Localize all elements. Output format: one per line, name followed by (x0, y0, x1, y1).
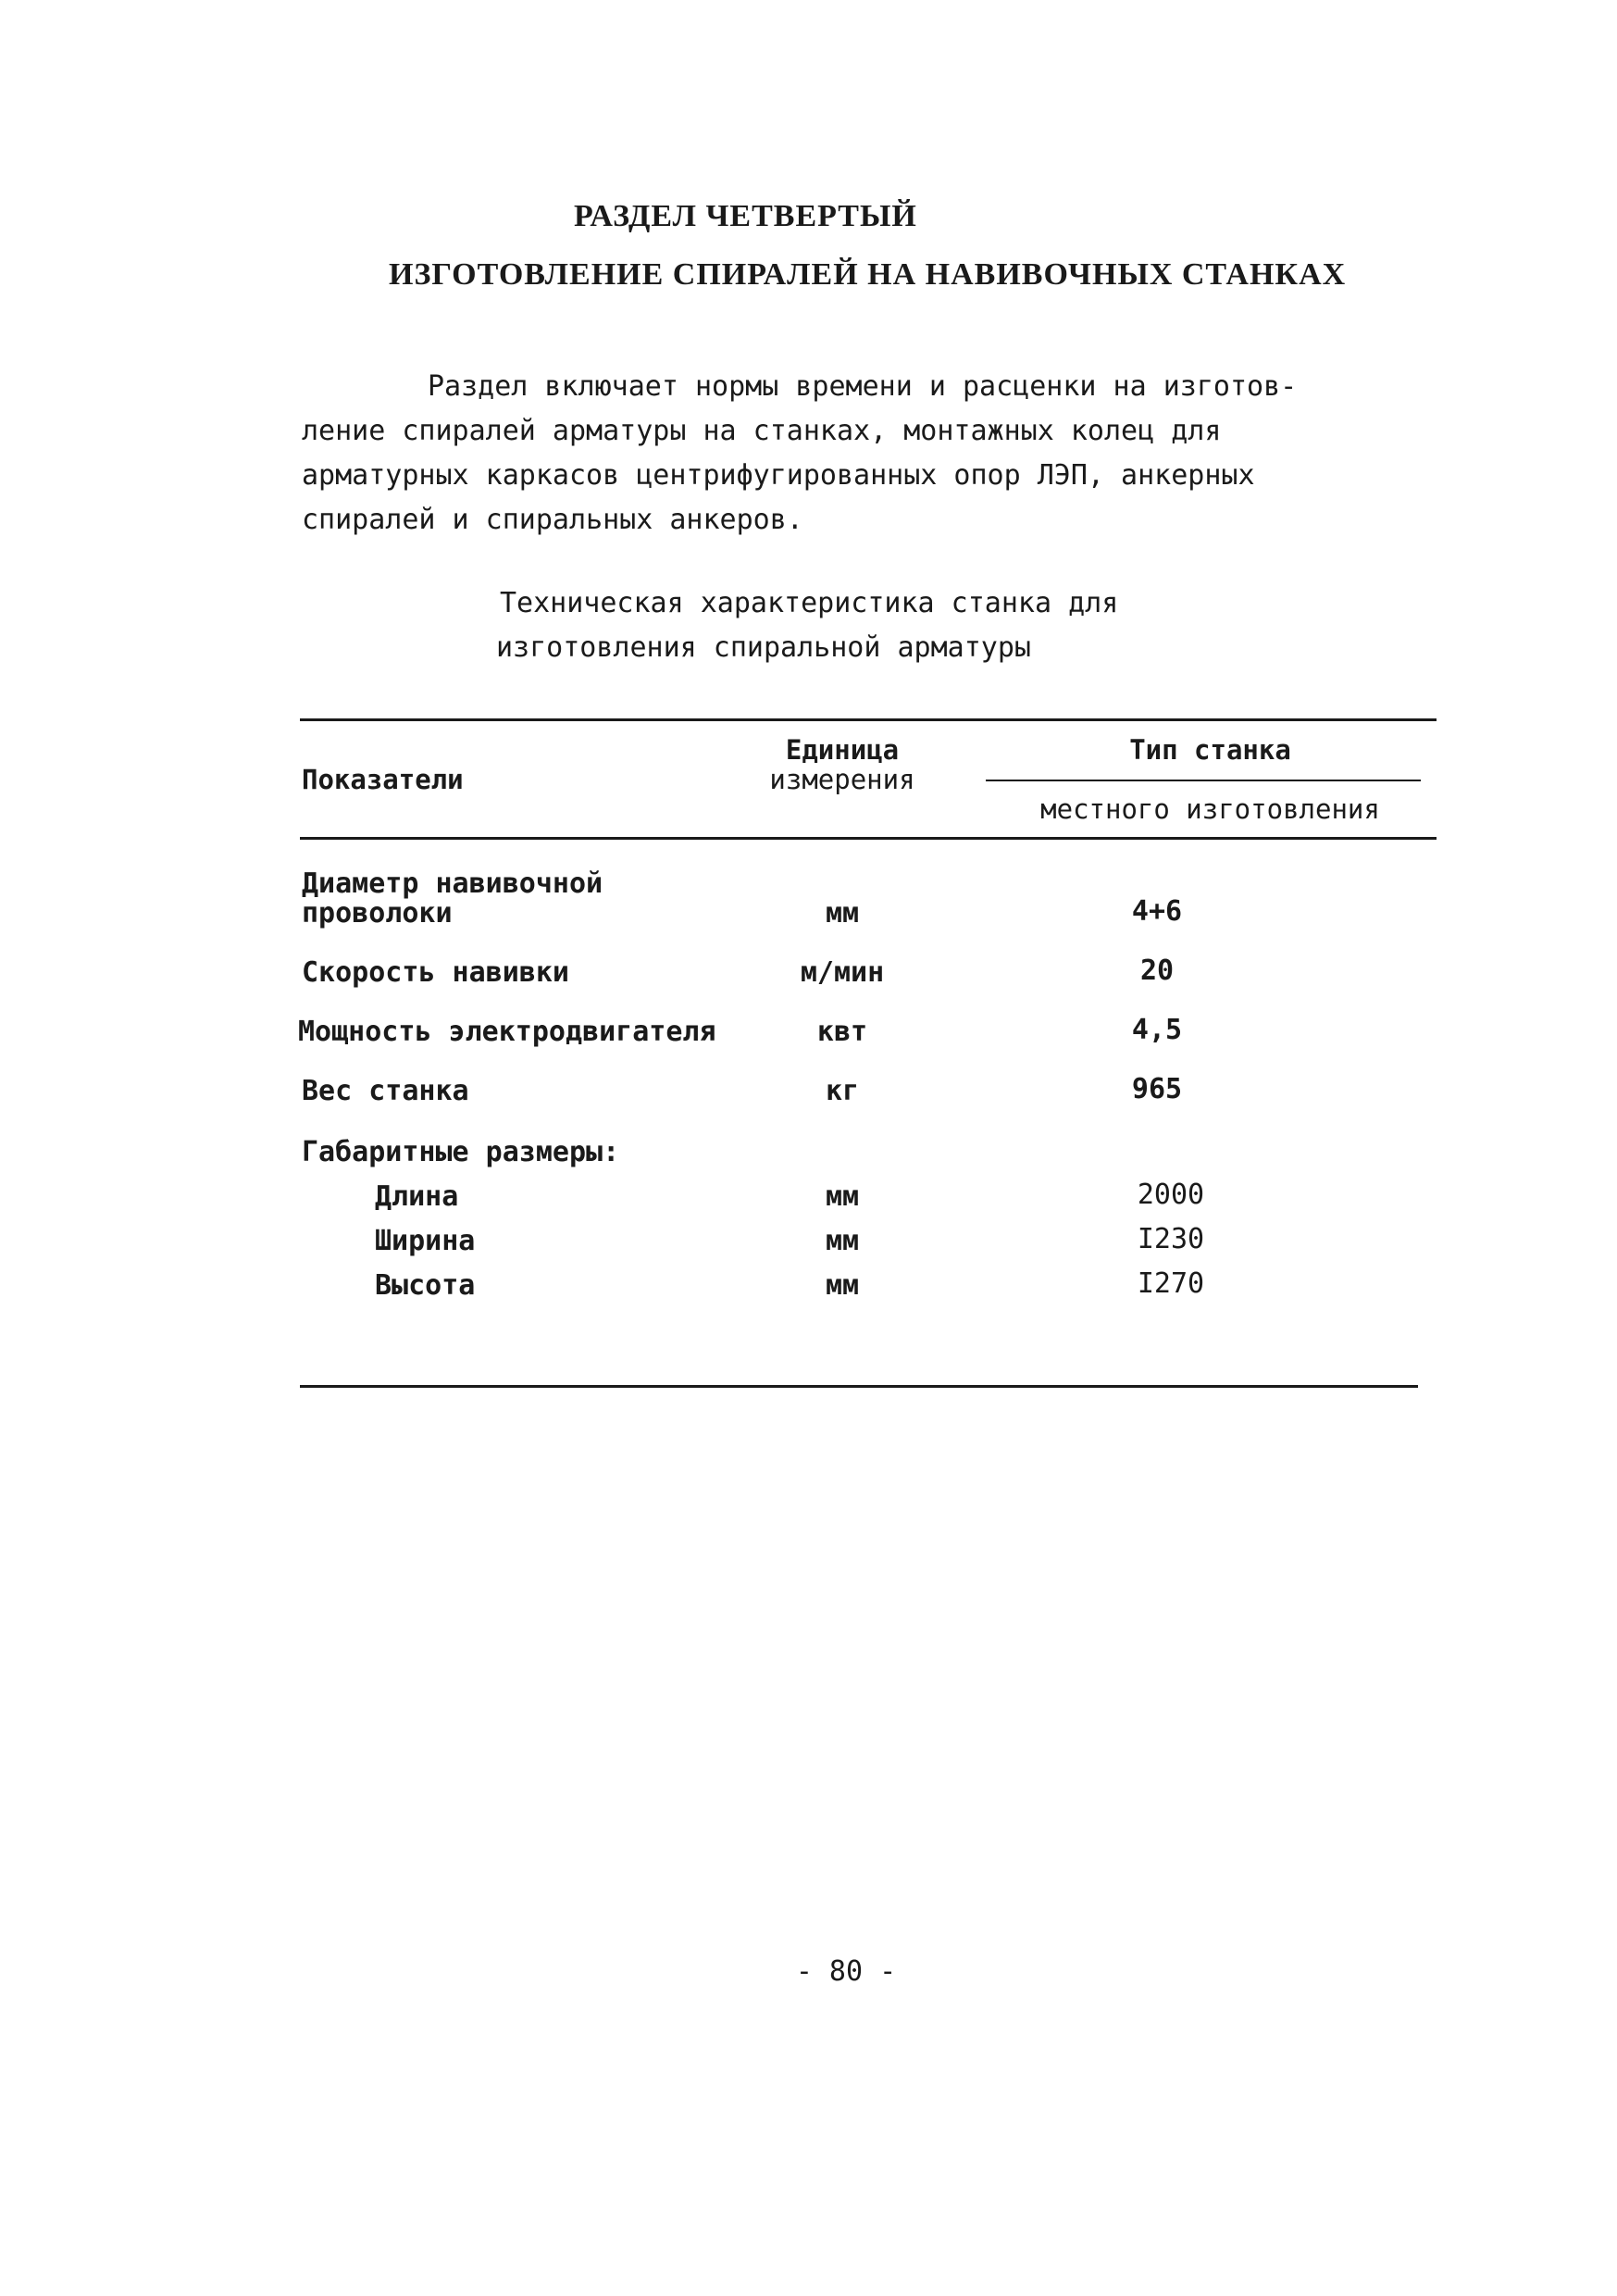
row-name: Мощность электродвигателя (298, 1016, 716, 1048)
dimension-value: 2000 (1137, 1179, 1205, 1211)
dimension-name: Высота (375, 1269, 476, 1302)
header-sub-rule (986, 780, 1421, 781)
row-value: 20 (1139, 955, 1175, 987)
row-name-line-2: проволоки (302, 897, 453, 930)
intro-line-1: Раздел включает нормы времени и расценки на изготов- (428, 370, 1298, 403)
row-unit: м/мин (800, 956, 885, 989)
header-machine-type-sub: местного изготовления (1040, 793, 1380, 825)
intro-line-2: ление спиралей арматуры на станках, монтажных колец для (302, 415, 1222, 447)
row-name: Вес станка (302, 1075, 469, 1107)
row-unit: квт (816, 1016, 868, 1048)
dimension-value: I270 (1137, 1267, 1205, 1300)
row-value: 4,5 (1131, 1014, 1183, 1046)
group-label-dimensions: Габаритные размеры: (302, 1136, 620, 1168)
section-subtitle: ИЗГОТОВЛЕНИЕ СПИРАЛЕЙ НА НАВИВОЧНЫХ СТАНКАХ (389, 257, 1347, 292)
dimension-name: Ширина (375, 1225, 476, 1257)
dimension-name: Длина (375, 1180, 459, 1213)
row-value: 4+6 (1131, 895, 1183, 928)
header-indicators: Показатели (302, 764, 464, 795)
intro-line-4: спиралей и спиральных анкеров. (302, 504, 803, 536)
row-name-line-1: Диаметр навивочной (302, 867, 603, 900)
dimension-unit: мм (825, 1180, 860, 1213)
dimension-unit: мм (825, 1269, 860, 1302)
table-bottom-rule (300, 1385, 1418, 1388)
row-value: 965 (1131, 1073, 1183, 1105)
header-unit-line-2: измерения (769, 764, 915, 795)
dimension-unit: мм (825, 1225, 860, 1257)
table-caption-line-1: Техническая характеристика станка для (500, 587, 1119, 619)
header-machine-type: Тип станка (1129, 734, 1291, 766)
table-top-rule (300, 718, 1437, 721)
section-title: РАЗДЕЛ ЧЕТВЕРТЫЙ (574, 199, 917, 233)
intro-line-3: арматурных каркасов центрифугированных опор ЛЭП, анкерных (302, 459, 1255, 492)
header-bottom-rule (300, 837, 1437, 840)
row-unit: мм (825, 897, 860, 930)
row-name: Скорость навивки (302, 956, 569, 989)
row-unit: кг (825, 1075, 860, 1107)
page-number: - 80 - (795, 1955, 897, 1988)
dimension-value: I230 (1137, 1223, 1205, 1255)
table-caption-line-2: изготовления спиральной арматуры (496, 631, 1031, 664)
header-unit-line-1: Единица (785, 734, 900, 766)
